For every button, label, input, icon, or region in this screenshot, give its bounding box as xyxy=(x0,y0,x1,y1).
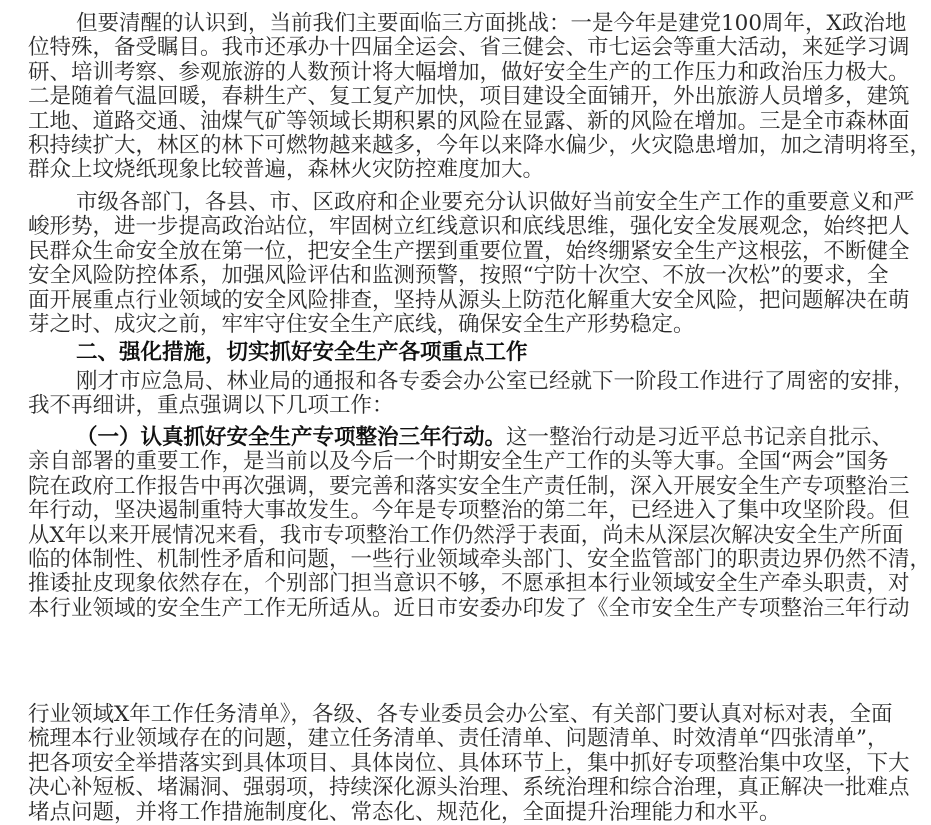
section-heading: 二、强化措施，切实抓好安全生产各项重点工作 xyxy=(76,340,528,365)
text-line: 亲自部署的重要工作，是当前以及今后一个时期安全生产工作的头等大事。全国“两会”国务 xyxy=(28,449,889,475)
text-line: 峻形势，进一步提高政治站位，牢固树立红线意识和底线思维，强化安全发展观念，始终把人 xyxy=(28,214,910,240)
text-line: 安全风险防控体系，加强风险评估和监测预警，按照“宁防十次空、不放一次松”的要求，全 xyxy=(28,263,889,289)
item-lead-text: 这一整治行动是习近平总书记亲自批示、 xyxy=(506,425,894,450)
text-line: 年行动，坚决遏制重特大事故发生。今年是专项整治的第二年，已经进入了集中攻坚阶段。但 xyxy=(28,498,910,524)
text-line: 积持续扩大，林区的林下可燃物越来越多，今年以来降水偏少，火灾隐患增加，加之清明将至， xyxy=(28,133,931,158)
text-line: 行业领域X年工作任务清单》，各级、各专业委员会办公室、有关部门要认真对标对表，全面 xyxy=(28,702,893,727)
text-line: 把各项安全举措落实到具体项目、具体岗位、具体环节上，集中抓好专项整治集中攻坚，下大 xyxy=(28,750,910,776)
text-line: 从X年以来开展情况来看，我市专项整治工作仍然浮于表面，尚未从深层次解决安全生产所面 xyxy=(28,522,904,548)
text-line: 院在政府工作报告中再次强调，要完善和落实安全生产责任制，深入开展安全生产专项整治三 xyxy=(28,473,910,499)
text-line: 刚才市应急局、林业局的通报和各专委会办公室已经就下一阶段工作进行了周密的安排， xyxy=(76,369,915,394)
text-line: 决心补短板、堵漏洞、强弱项，持续深化源头治理、系统治理和综合治理，真正解决一批难点 xyxy=(28,775,910,801)
item-lead-title: （一）认真抓好安全生产专项整治三年行动。 xyxy=(76,425,507,450)
text-line: 芽之时、成灾之前，牢牢守住安全生产底线，确保安全生产形势稳定。 xyxy=(28,312,695,337)
text-line xyxy=(76,425,894,450)
text-line: 面开展重点行业领域的安全风险排查，坚持从源头上防范化解重大安全风险，把问题解决在萌 xyxy=(28,287,910,313)
text-line: 堵点问题，并将工作措施制度化、常态化、规范化，全面提升治理能力和水平。 xyxy=(28,799,781,825)
text-line: 我不再细讲，重点强调以下几项工作： xyxy=(28,393,394,419)
text-line: 本行业领域的安全生产工作无所适从。近日市安委办印发了《全市安全生产专项整治三年行动 xyxy=(28,595,910,621)
text-line: 群众上坟烧纸现象比较普遍，森林火灾防控难度加大。 xyxy=(28,157,545,183)
text-line: 梳理本行业领域存在的问题，建立任务清单、责任清单、问题清单、时效清单“四张清单”， xyxy=(28,726,889,752)
text-line: 研、培训考察、参观旅游的人数预计将大幅增加，做好安全生产的工作压力和政治压力极大。 xyxy=(28,59,910,85)
text-line: 但要清醒的认识到，当前我们主要面临三方面挑战：一是今年是建党100周年，X政治地 xyxy=(76,11,907,36)
text-line: 二是随着气温回暖，春耕生产、复工复产加快，项目建设全面铺开，外出旅游人员增多，建筑 xyxy=(28,84,910,110)
text-line: 位特殊，备受瞩目。我市还承办十四届全运会、省三健会、市七运会等重大活动，来延学习调 xyxy=(28,35,910,61)
text-line: 临的体制性、机制性矛盾和问题，一些行业领域牵头部门、安全监管部门的职责边界仍然不清， xyxy=(28,547,931,572)
text-line: 推诿扯皮现象依然存在，个别部门担当意识不够，不愿承担本行业领域安全生产牵头职责，对 xyxy=(28,571,910,597)
text-line: 民群众生命安全放在第一位，把安全生产摆到重要位置，始终绷紧安全生产这根弦，不断健全 xyxy=(28,238,910,264)
text-line: 市级各部门，各县、市、区政府和企业要充分认识做好当前安全生产工作的重要意义和严 xyxy=(76,190,915,215)
text-line: 工地、道路交通、油煤气矿等领域长期积累的风险在显露、新的风险在增加。三是全市森林面 xyxy=(28,108,910,134)
